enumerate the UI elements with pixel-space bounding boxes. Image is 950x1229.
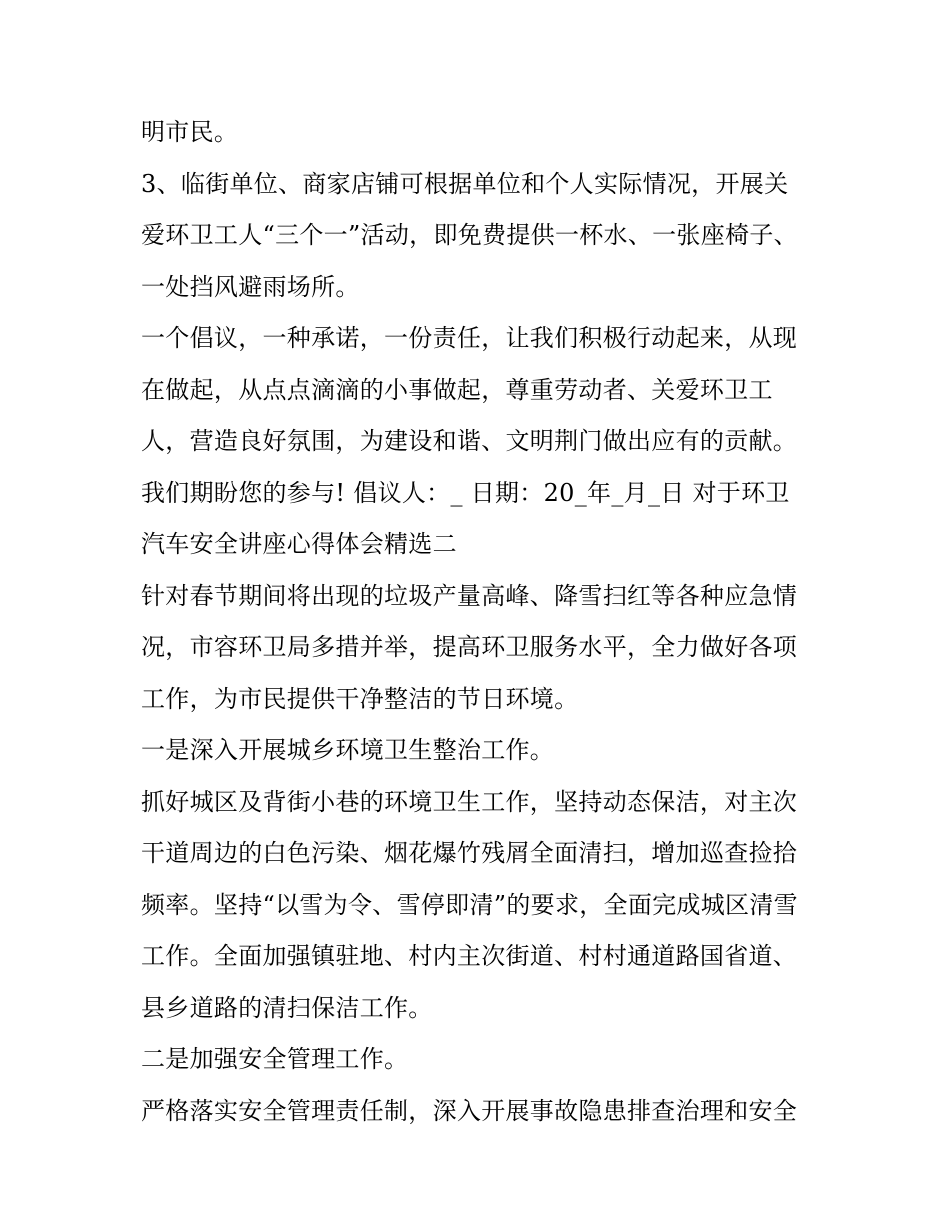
section-heading: 汽车安全讲座心得体会精选二 bbox=[141, 530, 457, 558]
subheading: 一是深入开展城乡环境卫生整治工作。 bbox=[141, 736, 555, 764]
text-line: 干道周边的白色污染、烟花爆竹残屑全面清扫，增加巡查捡拾 bbox=[141, 839, 798, 867]
text-line: 县乡道路的清扫保洁工作。 bbox=[141, 993, 433, 1022]
text-line: 抓好城区及背街小巷的环境卫生工作，坚持动态保洁，对主次 bbox=[141, 787, 798, 816]
document-body bbox=[141, 107, 821, 1137]
text-line: 一个倡议，一种承诺，一份责任，让我们积极行动起来，从现 bbox=[141, 324, 798, 352]
text-line: 3、临街单位、商家店铺可根据单位和个人实际情况，开展关 bbox=[141, 169, 789, 198]
text-line: 工作，为市民提供干净整洁的节日环境。 bbox=[141, 684, 579, 713]
text-line: 频率。坚持“以雪为令、雪停即清”的要求，全面完成城区清雪 bbox=[141, 890, 798, 919]
text-line: 我们期盼您的参与! 倡议人：_ 日期：20_年_月_日 对于环卫 bbox=[141, 478, 790, 507]
text-line: 一处挡风避雨场所。 bbox=[141, 272, 360, 301]
text-line: 严格落实安全管理责任制，深入开展事故隐患排查治理和安全 bbox=[141, 1096, 798, 1125]
text-line: 人，营造良好氛围，为建设和谐、文明荆门做出应有的贡献。 bbox=[141, 427, 798, 455]
text-line: 爱环卫工人“三个一”活动，即免费提供一杯水、一张座椅子、 bbox=[141, 221, 798, 249]
subheading: 二是加强安全管理工作。 bbox=[141, 1045, 409, 1073]
text-line: 明市民。 bbox=[141, 118, 239, 146]
text-line: 工作。全面加强镇驻地、村内主次街道、村村通道路国省道、 bbox=[141, 942, 798, 970]
text-line: 况，市容环卫局多措并举，提高环卫服务水平，全力做好各项 bbox=[141, 633, 798, 661]
text-line: 针对春节期间将出现的垃圾产量高峰、降雪扫红等各种应急情 bbox=[141, 581, 798, 610]
text-line: 在做起，从点点滴滴的小事做起，尊重劳动者、关爱环卫工 bbox=[141, 375, 773, 404]
